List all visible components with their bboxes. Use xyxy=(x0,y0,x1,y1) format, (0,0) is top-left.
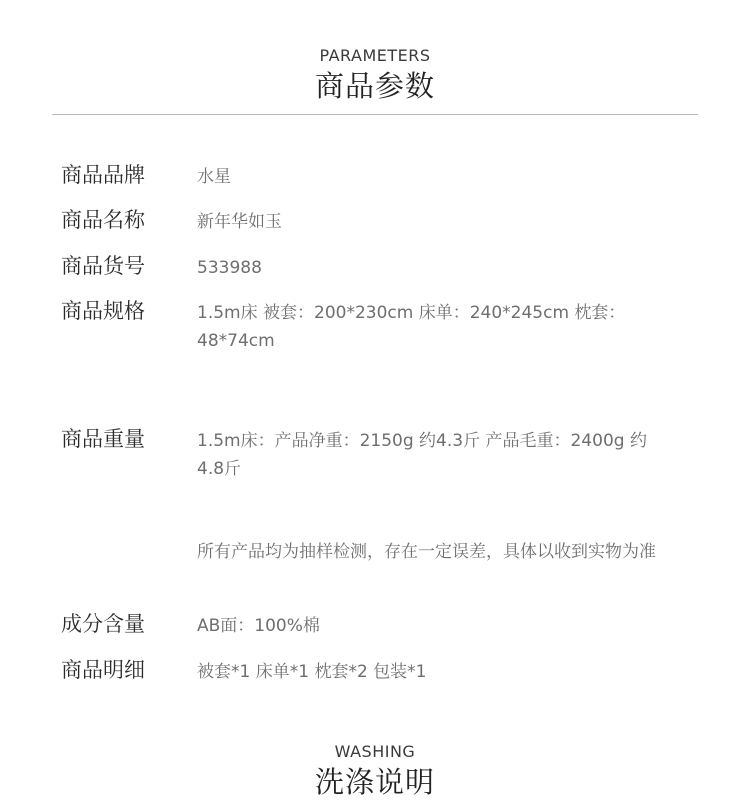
param-value: AB面：100%棉 xyxy=(197,616,320,636)
section-divider xyxy=(52,114,698,115)
param-value: 1.5m床 被套：200*230cm 床单：240*245cm 枕套：48*74cm xyxy=(197,303,626,351)
sampling-note: 所有产品均为抽样检测，存在一定误差，具体以收到实物为准 xyxy=(197,542,656,562)
param-label: 商品品牌 xyxy=(61,163,145,187)
param-value: 533988 xyxy=(197,258,262,278)
param-label: 商品重量 xyxy=(61,427,145,451)
washing-title-en: WASHING xyxy=(334,742,416,761)
param-value: 新年华如玉 xyxy=(197,212,282,232)
parameters-title-en: PARAMETERS xyxy=(319,46,431,65)
param-value: 1.5m床：产品净重：2150g 约4.3斤 产品毛重：2400g 约4.8斤 xyxy=(197,431,647,479)
washing-title-cn: 洗涤说明 xyxy=(314,765,435,799)
parameters-title-cn: 商品参数 xyxy=(314,69,435,103)
param-label: 商品规格 xyxy=(61,299,145,323)
param-label: 商品货号 xyxy=(61,254,145,278)
param-label: 成分含量 xyxy=(61,612,145,636)
param-value: 被套*1 床单*1 枕套*2 包装*1 xyxy=(197,662,427,682)
param-value: 水星 xyxy=(197,167,231,187)
param-label: 商品名称 xyxy=(61,208,145,232)
param-label: 商品明细 xyxy=(61,658,145,682)
parameters-header xyxy=(0,46,750,104)
washing-header xyxy=(0,742,750,800)
